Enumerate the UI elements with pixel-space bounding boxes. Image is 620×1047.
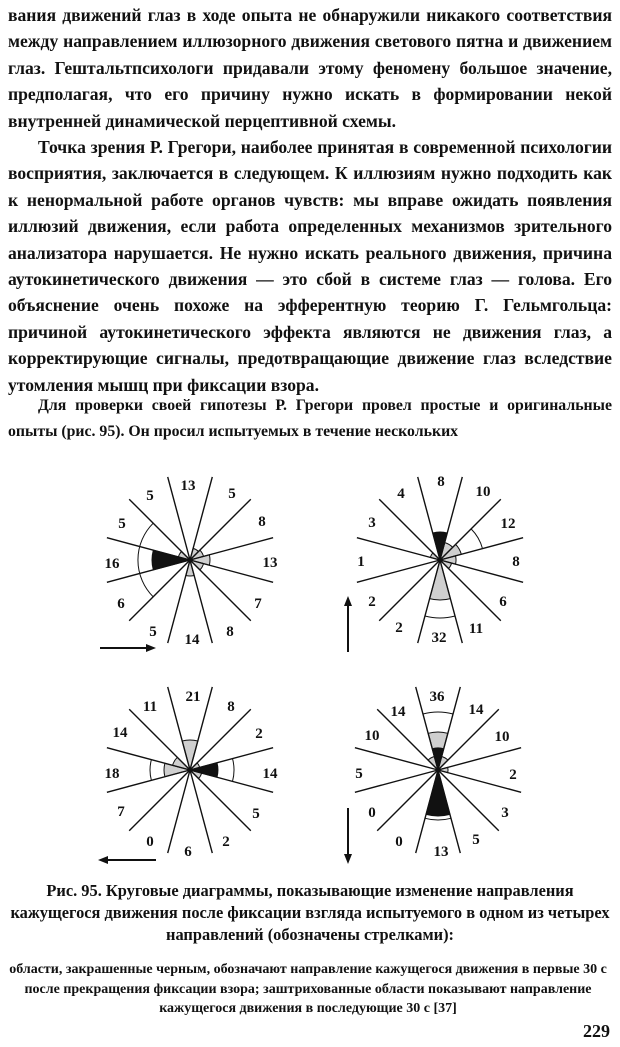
ray-line xyxy=(190,560,212,643)
ray-line xyxy=(190,560,273,582)
label: 2 xyxy=(255,726,263,742)
label: 5 xyxy=(146,488,154,504)
label: 8 xyxy=(258,514,266,530)
label: 8 xyxy=(226,624,234,640)
arrow-up-icon xyxy=(344,596,352,652)
label: 14 xyxy=(390,704,406,720)
paragraph-2: Точка зрения Р. Грегори, наиболее принятая в современной психологии восприятия, заключается в следующем. К иллюзиям нужно подходить как к ненормальной работе органов чувств: мы вправе ожидать появления иллюзий движения, если работа определенных механизмов зрительного анализатора нарушается. Не нужно искать реального движения, причина аутокинетического движения — это сбой в системе глаз — голова. Его объяснение очень похоже на эфферентную теорию Г. Гельмгольца: причиной аутокинетического эффекта являются не движения глаз, а корректирующие сигналы, предотвращающие движение глаз вследствие утомления мышц при фиксации взора. xyxy=(8,137,612,395)
sector-arc xyxy=(471,529,482,549)
label: 7 xyxy=(117,804,125,820)
label: 5 xyxy=(118,516,126,532)
ray-line xyxy=(190,748,273,770)
ray-line xyxy=(438,709,499,770)
label: 10 xyxy=(364,728,380,744)
caption-note xyxy=(2,946,614,1033)
arrow-right-icon xyxy=(100,644,156,652)
label: 2 xyxy=(222,834,230,850)
arrow-down-icon xyxy=(344,808,352,864)
label: 13 xyxy=(180,478,196,494)
label: 6 xyxy=(499,594,507,610)
ray-line xyxy=(129,770,190,831)
label: 2 xyxy=(395,620,403,636)
ray-line xyxy=(190,770,212,853)
ray-line xyxy=(440,560,501,621)
ray-line xyxy=(440,499,501,560)
diagram-bottom-right xyxy=(344,687,521,864)
label: 13 xyxy=(262,555,278,571)
label: 0 xyxy=(368,805,376,821)
label: 4 xyxy=(397,486,405,502)
label: 14 xyxy=(468,702,484,718)
ray-line xyxy=(355,748,438,770)
black-sector xyxy=(152,550,190,570)
paragraph-1: вания движений глаз в ходе опыта не обнаружили никакого соответствия между направлением иллюзорного движения светового пятна и движением глаз. Гештальтпсихологи придавали этому феномену большое значение, предполагая, что его причину нужно искать в формировании некой внутренней динамической перцептивной схемы. xyxy=(8,5,612,131)
diagram-bottom-left xyxy=(98,687,278,864)
ray-line xyxy=(438,770,499,831)
label: 5 xyxy=(472,832,480,848)
label: 6 xyxy=(184,844,192,860)
ray-line xyxy=(168,560,190,643)
label: 16 xyxy=(104,556,120,572)
label: 5 xyxy=(355,766,363,782)
label: 11 xyxy=(468,621,484,637)
arrow-left-icon xyxy=(98,856,156,864)
label: 2 xyxy=(509,767,517,783)
label: 12 xyxy=(500,516,516,532)
label: 10 xyxy=(475,484,491,500)
ray-line xyxy=(357,560,440,582)
label: 0 xyxy=(146,834,154,850)
label: 8 xyxy=(227,699,235,715)
rays xyxy=(104,477,273,643)
caption-note-text: области, закрашенные черным, обозначают направление кажущегося движения в первые 30 с после прекращения фиксации взора; заштрихованные области показывают направление кажущегося движения в последующие 30 с [37] xyxy=(9,962,607,1016)
ray-line xyxy=(190,499,251,560)
label: 5 xyxy=(228,486,236,502)
ray-line xyxy=(190,560,251,621)
sector-arc xyxy=(423,712,453,714)
label: 8 xyxy=(512,554,520,570)
label: 13 xyxy=(433,844,449,860)
label: 3 xyxy=(501,805,509,821)
ray-line xyxy=(190,709,251,770)
label: 2 xyxy=(368,594,376,610)
diagram-top-right xyxy=(344,474,523,652)
sector-arc xyxy=(138,523,153,597)
ray-line xyxy=(377,770,438,831)
label: 1 xyxy=(357,554,365,570)
label: 5 xyxy=(252,806,260,822)
ray-line xyxy=(355,770,438,792)
ray-line xyxy=(379,560,440,621)
label: 32 xyxy=(431,630,447,646)
label: 21 xyxy=(185,689,201,705)
sector-arc xyxy=(150,760,151,781)
diagram-top-left xyxy=(100,477,278,652)
ray-line xyxy=(440,560,523,582)
ray-line xyxy=(190,770,273,792)
label: 18 xyxy=(104,766,120,782)
label: 11 xyxy=(142,699,158,715)
figure-95 xyxy=(0,460,620,880)
ray-line xyxy=(357,538,440,560)
label: 3 xyxy=(368,515,376,531)
small-text xyxy=(8,393,612,445)
label: 14 xyxy=(184,632,200,648)
sector-arc xyxy=(425,818,451,820)
ray-line xyxy=(168,770,190,853)
rays xyxy=(355,687,521,853)
rays xyxy=(104,687,273,853)
label: 0 xyxy=(395,834,403,850)
ray-line xyxy=(190,770,251,831)
label: 5 xyxy=(149,624,157,640)
page-number: 229 xyxy=(583,1021,610,1041)
label: 7 xyxy=(254,596,262,612)
paragraph-3: Для проверки своей гипотезы Р. Грегори провел простые и оригинальные опыты (рис. 95). Он просил испытуемых в течение нескольких xyxy=(8,397,612,440)
ray-line xyxy=(377,709,438,770)
ray-line xyxy=(190,538,273,560)
label: 14 xyxy=(112,725,128,741)
ray-line xyxy=(129,709,190,770)
sector-arc xyxy=(425,616,455,618)
label: 10 xyxy=(494,729,510,745)
label: 14 xyxy=(262,766,278,782)
caption-title: Рис. 95. Круговые диаграммы, показывающие изменение направления кажущегося движения после фиксации взгляда испытуемого в одном из четырех направлений (обозначены стрелками): xyxy=(10,881,610,944)
label: 6 xyxy=(117,596,125,612)
figure-caption xyxy=(8,880,612,946)
ray-line xyxy=(379,499,440,560)
black-sector xyxy=(426,770,450,816)
label: 8 xyxy=(437,474,445,490)
sector-arc xyxy=(233,759,235,782)
body-text xyxy=(8,2,612,398)
rays xyxy=(357,477,523,643)
label: 36 xyxy=(429,689,445,705)
